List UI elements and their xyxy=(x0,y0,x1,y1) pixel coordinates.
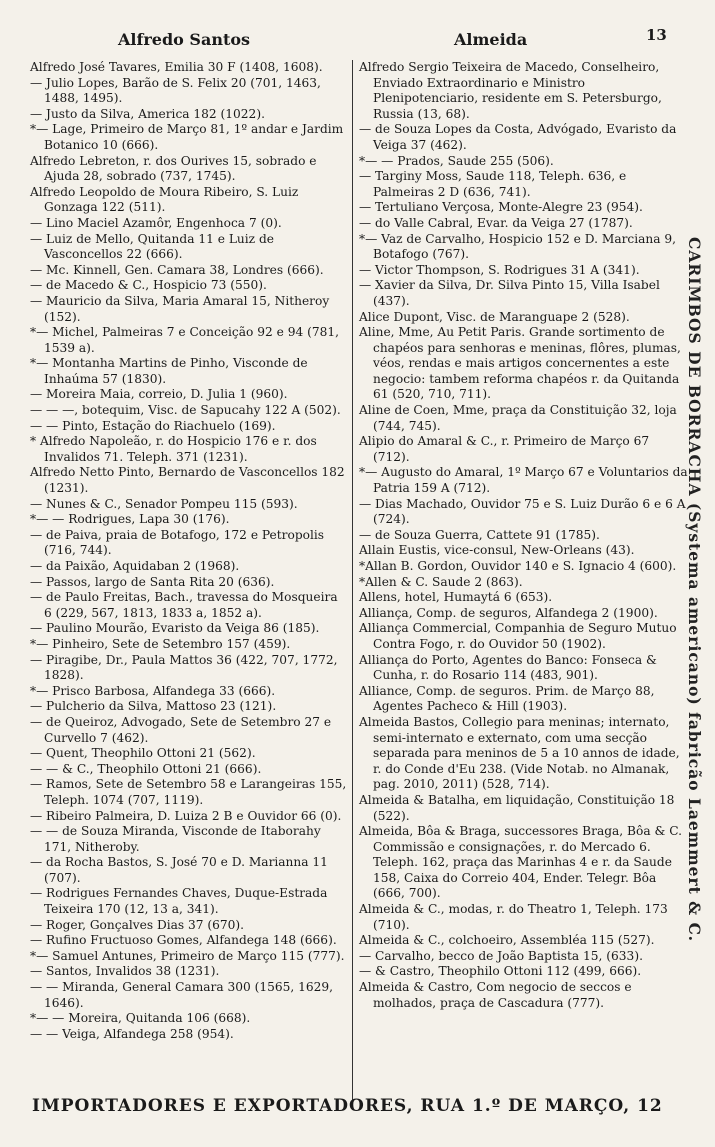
directory-entry: *— Michel, Palmeiras 7 e Conceição 92 e 94 (781, 1539 a). xyxy=(30,325,339,355)
directory-entry: Alfredo Lebreton, r. dos Ourives 15, sobrado e Ajuda 28, sobrado (737, 1745). xyxy=(30,153,317,184)
directory-entry: — do Valle Cabral, Evar. da Veiga 27 (1787). xyxy=(359,215,633,230)
directory-entry: — — Miranda, General Camara 300 (1565, 1629, 1646). xyxy=(30,980,334,1010)
directory-entry: Alfredo José Tavares, Emilia 30 F (1408, 1608). xyxy=(30,60,323,74)
directory-entry: — de Paulo Freitas, Bach., travessa do Mosqueira 6 (229, 567, 1813, 1833 a, 1852 a). xyxy=(30,590,338,620)
directory-entry: Alliance, Comp. de seguros. Prim. de Março 88, Agentes Pacheco & Hill (1903). xyxy=(359,683,655,714)
directory-entry: — & Castro, Theophilo Ottoni 112 (499, 666). xyxy=(359,964,642,979)
right-column xyxy=(359,60,689,1011)
directory-entry: Alipio do Amaral & C., r. Primeiro de Março 67 (712). xyxy=(359,434,650,464)
directory-entry: *— Augusto do Amaral, 1º Março 67 e Voluntarios da Patria 159 A (712). xyxy=(359,465,688,496)
margin-advertisement: CARIMBOS DE BORRACHA (Systema americano) fabricão Laemmert & C. xyxy=(685,237,704,943)
directory-entry: Alfredo Leopoldo de Moura Ribeiro, S. Luiz Gonzaga 122 (511). xyxy=(30,184,299,215)
directory-entry: Almeida & C., colchoeiro, Assembléa 115 (527). xyxy=(359,933,655,948)
directory-entry: — Quent, Theophilo Ottoni 21 (562). xyxy=(30,746,256,761)
directory-entry: — Santos, Invalidos 38 (1231). xyxy=(30,964,220,979)
directory-entry: Alliança, Comp. de seguros, Alfandega 2 (1900). xyxy=(359,605,658,620)
directory-entry: — Rufino Fructuoso Gomes, Alfandega 148 (666). xyxy=(30,933,337,948)
directory-entry: — — de Souza Miranda, Visconde de Itaborahy 171, Nitheroby. xyxy=(30,824,321,854)
header-left-term: Alfredo Santos xyxy=(118,30,251,49)
directory-entry: *— Vaz de Carvalho, Hospicio 152 e D. Marciana 9, Botafogo (767). xyxy=(359,231,677,262)
directory-entry: — Rodrigues Fernandes Chaves, Duque-Estrada Teixeira 170 (12, 13 a, 341). xyxy=(30,886,328,917)
directory-entry: — Ribeiro Palmeira, D. Luiza 2 B e Ouvidor 66 (0). xyxy=(30,808,342,823)
directory-entry: — de Souza Lopes da Costa, Advógado, Evaristo da Veiga 37 (462). xyxy=(359,122,677,152)
directory-entry: Alfredo Netto Pinto, Bernardo de Vasconcellos 182 (1231). xyxy=(30,465,345,496)
directory-entry: — Lino Maciel Azamôr, Engenhoca 7 (0). xyxy=(30,215,282,230)
directory-entry: — Targiny Moss, Saude 118, Teleph. 636, e Palmeiras 2 D (636, 741). xyxy=(359,169,627,199)
directory-entry: — Tertuliano Verçosa, Monte-Alegre 23 (954). xyxy=(359,200,643,215)
directory-entry: — Victor Thompson, S. Rodrigues 31 A (341). xyxy=(359,262,640,277)
directory-entry: Alfredo Sergio Teixeira de Macedo, Conselheiro, Enviado Extraordinario e Ministro Plenipotenciario, residente em S. Petersburgo, Russia (13, 68). xyxy=(359,60,662,121)
directory-entry: — Luiz de Mello, Quitanda 11 e Luiz de Vasconcellos 22 (666). xyxy=(30,231,274,262)
directory-entry: Allens, hotel, Humaytá 6 (653). xyxy=(359,590,553,605)
directory-entry: *— — Prados, Saude 255 (506). xyxy=(359,153,554,168)
directory-entry: *— — Rodrigues, Lapa 30 (176). xyxy=(30,512,230,527)
directory-entry: Almeida & C., modas, r. do Theatro 1, Teleph. 173 (710). xyxy=(359,902,668,932)
directory-entry: — Paulino Mourão, Evaristo da Veiga 86 (185). xyxy=(30,621,320,636)
directory-entry: — Xavier da Silva, Dr. Silva Pinto 15, Villa Isabel (437). xyxy=(359,278,660,308)
directory-entry: *— Prisco Barbosa, Alfandega 33 (666). xyxy=(30,683,276,698)
directory-entry: Aline de Coen, Mme, praça da Constituição 32, loja (744, 745). xyxy=(359,403,677,433)
footer-advertisement: IMPORTADORES E EXPORTADORES, RUA 1.º DE MARÇO, 12 xyxy=(32,1096,663,1116)
directory-entry: — Carvalho, becco de João Baptista 15, (633). xyxy=(359,948,643,963)
directory-entry: — Nunes & C., Senador Pompeu 115 (593). xyxy=(30,496,298,511)
directory-entry: — — —, botequim, Visc. de Sapucahy 122 A (502). xyxy=(30,403,341,418)
directory-entry: Almeida Bastos, Collegio para meninas; internato, semi-internato e externato, com uma secção separada para meninos de 5 a 10 annos de idade, r. do Conde d'Eu 238. (Vide Notab. no Almanak, pag. 2010, 2011) (528, 714). xyxy=(359,714,680,792)
directory-entry: Alliança Commercial, Companhia de Seguro Mutuo Contra Fogo, r. do Ouvidor 50 (1902). xyxy=(359,621,677,651)
directory-entry: — de Paiva, praia de Botafogo, 172 e Petropolis (716, 744). xyxy=(30,527,325,558)
directory-entry: * Alfredo Napoleão, r. do Hospicio 176 e r. dos Invalidos 71. Teleph. 371 (1231). xyxy=(30,434,317,464)
directory-entry: — de Souza Guerra, Cattete 91 (1785). xyxy=(359,527,600,542)
directory-entry: Almeida & Batalha, em liquidação, Constituição 18 (522). xyxy=(359,792,675,823)
directory-entry: Allain Eustis, vice-consul, New-Orleans (43). xyxy=(359,543,635,558)
directory-entry: Alliança do Porto, Agentes do Banco: Fonseca & Cunha, r. do Rosario 114 (483, 901). xyxy=(359,652,657,683)
left-column xyxy=(30,60,348,1042)
directory-entry: — Roger, Gonçalves Dias 37 (670). xyxy=(30,917,245,932)
directory-entry: — da Paixão, Aquidaban 2 (1968). xyxy=(30,559,240,573)
directory-entry: — — Pinto, Estação do Riachuelo (169). xyxy=(30,418,276,433)
directory-entry: — — & C., Theophilo Ottoni 21 (666). xyxy=(30,761,262,776)
directory-entry: — Piragibe, Dr., Paula Mattos 36 (422, 707, 1772, 1828). xyxy=(30,652,338,683)
column-divider xyxy=(352,60,353,1110)
directory-entry: — Pulcherio da Silva, Mattoso 23 (121). xyxy=(30,699,277,714)
directory-entry: *— Pinheiro, Sete de Setembro 157 (459). xyxy=(30,636,291,651)
directory-entry: Aline, Mme, Au Petit Paris. Grande sortimento de chapéos para senhoras e meninas, flôres, plumas, véos, rendas e mais artigos concernentes a este negocio: tambem reforma chapéos r. da Quitanda 61 (520, 710, 711). xyxy=(359,325,681,402)
directory-entry: — Moreira Maia, correio, D. Julia 1 (960). xyxy=(30,387,288,402)
directory-entry: — da Rocha Bastos, S. José 70 e D. Marianna 11 (707). xyxy=(30,855,328,885)
directory-entry: *— Samuel Antunes, Primeiro de Março 115 (777). xyxy=(30,948,345,963)
directory-entry: — Passos, largo de Santa Rita 20 (636). xyxy=(30,574,275,589)
directory-entry: — de Queiroz, Advogado, Sete de Setembro 27 e Curvello 7 (462). xyxy=(30,714,332,745)
directory-entry: — Mc. Kinnell, Gen. Camara 38, Londres (666). xyxy=(30,262,324,277)
header-right-term: Almeida xyxy=(454,30,528,49)
directory-entry: — de Macedo & C., Hospicio 73 (550). xyxy=(30,278,267,293)
directory-entry: *— Lage, Primeiro de Março 81, 1º andar e Jardim Botanico 10 (666). xyxy=(30,122,344,152)
directory-entry: — Julio Lopes, Barão de S. Felix 20 (701, 1463, 1488, 1495). xyxy=(30,75,321,106)
directory-entry: — Justo da Silva, America 182 (1022). xyxy=(30,106,265,121)
directory-entry: *— — Moreira, Quitanda 106 (668). xyxy=(30,1011,251,1026)
directory-entry: — Mauricio da Silva, Maria Amaral 15, Nitheroy (152). xyxy=(30,293,330,324)
directory-entry: — Dias Machado, Ouvidor 75 e S. Luiz Durão 6 e 6 A (724). xyxy=(359,496,686,527)
directory-entry: — Ramos, Sete de Setembro 58 e Larangeiras 155, Teleph. 1074 (707, 1119). xyxy=(30,777,347,807)
directory-entry: *Allen & C. Saude 2 (863). xyxy=(359,574,523,589)
directory-entry: Almeida & Castro, Com negocio de seccos e molhados, praça de Cascadura (777). xyxy=(359,980,632,1010)
page-number: 13 xyxy=(646,26,667,44)
page-header xyxy=(0,0,715,56)
directory-entry: *Allan B. Gordon, Ouvidor 140 e S. Ignacio 4 (600). xyxy=(359,559,677,573)
directory-entry: Almeida, Bôa & Braga, successores Braga, Bôa & C. Commissão e consignações, r. do Mercado 6. Teleph. 162, praça das Marinhas 4 e r. da Saude 158, Caixa do Correio 404, Ender. Telegr. Bôa (666, 700). xyxy=(359,824,682,901)
directory-entry: Alice Dupont, Visc. de Maranguape 2 (528). xyxy=(359,309,630,324)
directory-entry: *— Montanha Martins de Pinho, Visconde de Inhaúma 57 (1830). xyxy=(30,356,308,386)
directory-entry: — — Veiga, Alfandega 258 (954). xyxy=(30,1026,234,1041)
